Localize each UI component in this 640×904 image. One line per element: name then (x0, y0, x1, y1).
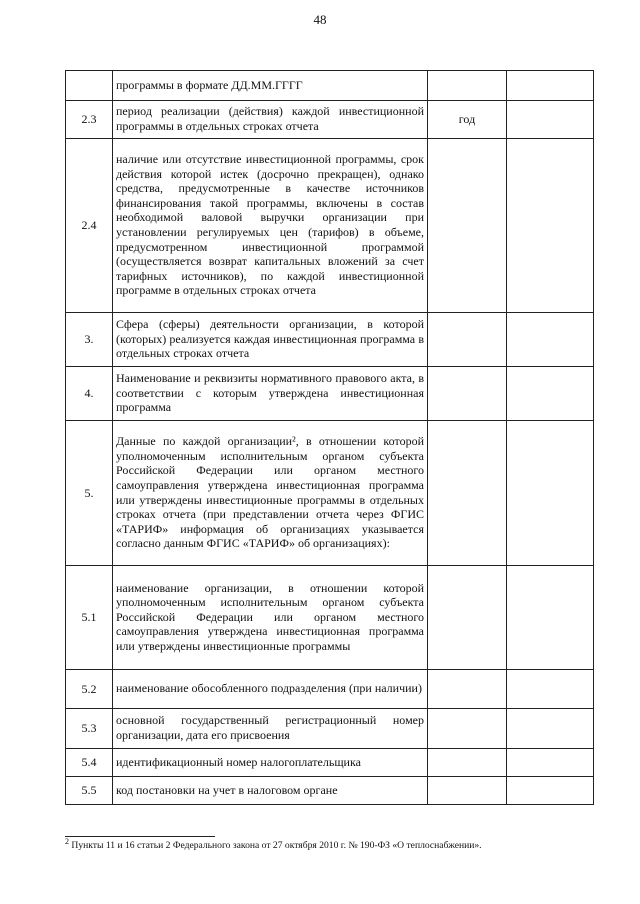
unit-cell (428, 367, 507, 421)
unit-cell (428, 421, 507, 566)
table-row (66, 709, 594, 749)
table-row (66, 313, 594, 367)
table-row (66, 749, 594, 777)
indicator-description-cell: Наименование и реквизиты нормативного правового акта, в соответствии с которым утверждена инвестиционная программа (113, 367, 428, 421)
row-number-cell: 3. (66, 313, 113, 367)
row-number-cell: 5. (66, 421, 113, 566)
unit-cell (428, 566, 507, 670)
unit-cell (428, 670, 507, 709)
value-cell (507, 139, 594, 313)
indicator-description-cell: наличие или отсутствие инвестиционной программы, срок действия которой истек (досрочно прекращен), однако средства, предусмотренные в качестве источников финансирования такой программы, включены в состав необходимой валовой выручки организации при установлении регулируемых цен (тарифов) в объеме, предусмотренном инвестиционной программой (осуществляется возврат капитальных вложений за счет тарифных источников), по каждой инвестиционной программе в отдельных строках отчета (113, 139, 428, 313)
row-number-cell: 5.5 (66, 777, 113, 805)
row-number-cell: 2.4 (66, 139, 113, 313)
row-number-cell (66, 71, 113, 101)
value-cell (507, 709, 594, 749)
value-cell (507, 777, 594, 805)
page-number: 48 (313, 12, 327, 27)
unit-cell (428, 709, 507, 749)
value-cell (507, 313, 594, 367)
table-row (66, 101, 594, 139)
value-cell (507, 71, 594, 101)
row-number-cell: 5.1 (66, 566, 113, 670)
indicator-description-cell: основной государственный регистрационный номер организации, дата его присвоения (113, 709, 428, 749)
row-number-cell: 5.3 (66, 709, 113, 749)
row-number-cell: 5.2 (66, 670, 113, 709)
unit-cell (428, 777, 507, 805)
indicator-table (65, 70, 594, 805)
indicator-description-cell: период реализации (действия) каждой инвестиционной программы в отдельных строках отчета (113, 101, 428, 139)
indicator-description-cell: наименование обособленного подразделения (при наличии) (113, 670, 428, 709)
value-cell (507, 566, 594, 670)
table-row (66, 71, 594, 101)
value-cell (507, 101, 594, 139)
table-row (66, 777, 594, 805)
row-number-cell: 4. (66, 367, 113, 421)
row-number-cell: 5.4 (66, 749, 113, 777)
indicator-description-cell: идентификационный номер налогоплательщика (113, 749, 428, 777)
indicator-description-cell: программы в формате ДД.ММ.ГГГГ (113, 71, 428, 101)
value-cell (507, 367, 594, 421)
indicator-description-cell: наименование организации, в отношении которой уполномоченным исполнительным органом субъекта Российской Федерации или органом местного самоуправления утверждена инвестиционная программа или утверждены инвестиционные программы (113, 566, 428, 670)
value-cell (507, 749, 594, 777)
table-row (66, 566, 594, 670)
unit-cell (428, 749, 507, 777)
indicator-description-cell: код постановки на учет в налоговом органе (113, 777, 428, 805)
footnote (65, 836, 585, 851)
unit-cell (428, 313, 507, 367)
table-row (66, 139, 594, 313)
value-cell (507, 421, 594, 566)
indicator-description-cell: Данные по каждой организации², в отношении которой уполномоченным исполнительным органом субъекта Российской Федерации или органом местного самоуправления утверждена инвестиционная программа или утверждены инвестиционные программы в отдельных строках отчета (при представлении отчета через ФГИС «ТАРИФ» информация об организациях указывается согласно данным ФГИС «ТАРИФ» об организациях): (113, 421, 428, 566)
table-row (66, 421, 594, 566)
unit-cell (428, 139, 507, 313)
value-cell (507, 670, 594, 709)
unit-cell (428, 71, 507, 101)
unit-cell: год (428, 101, 507, 139)
footnote-separator (65, 836, 215, 837)
row-number-cell: 2.3 (66, 101, 113, 139)
table-row (66, 670, 594, 709)
footnote-text: Пункты 11 и 16 статьи 2 Федерального закона от 27 октября 2010 г. № 190-ФЗ «О теплоснабжении». (71, 840, 482, 851)
footnote-mark: 2 (65, 836, 69, 846)
indicator-description-cell: Сфера (сферы) деятельности организации, в которой (которых) реализуется каждая инвестиционная программа в отдельных строках отчета (113, 313, 428, 367)
table-body (66, 71, 594, 805)
table-row (66, 367, 594, 421)
